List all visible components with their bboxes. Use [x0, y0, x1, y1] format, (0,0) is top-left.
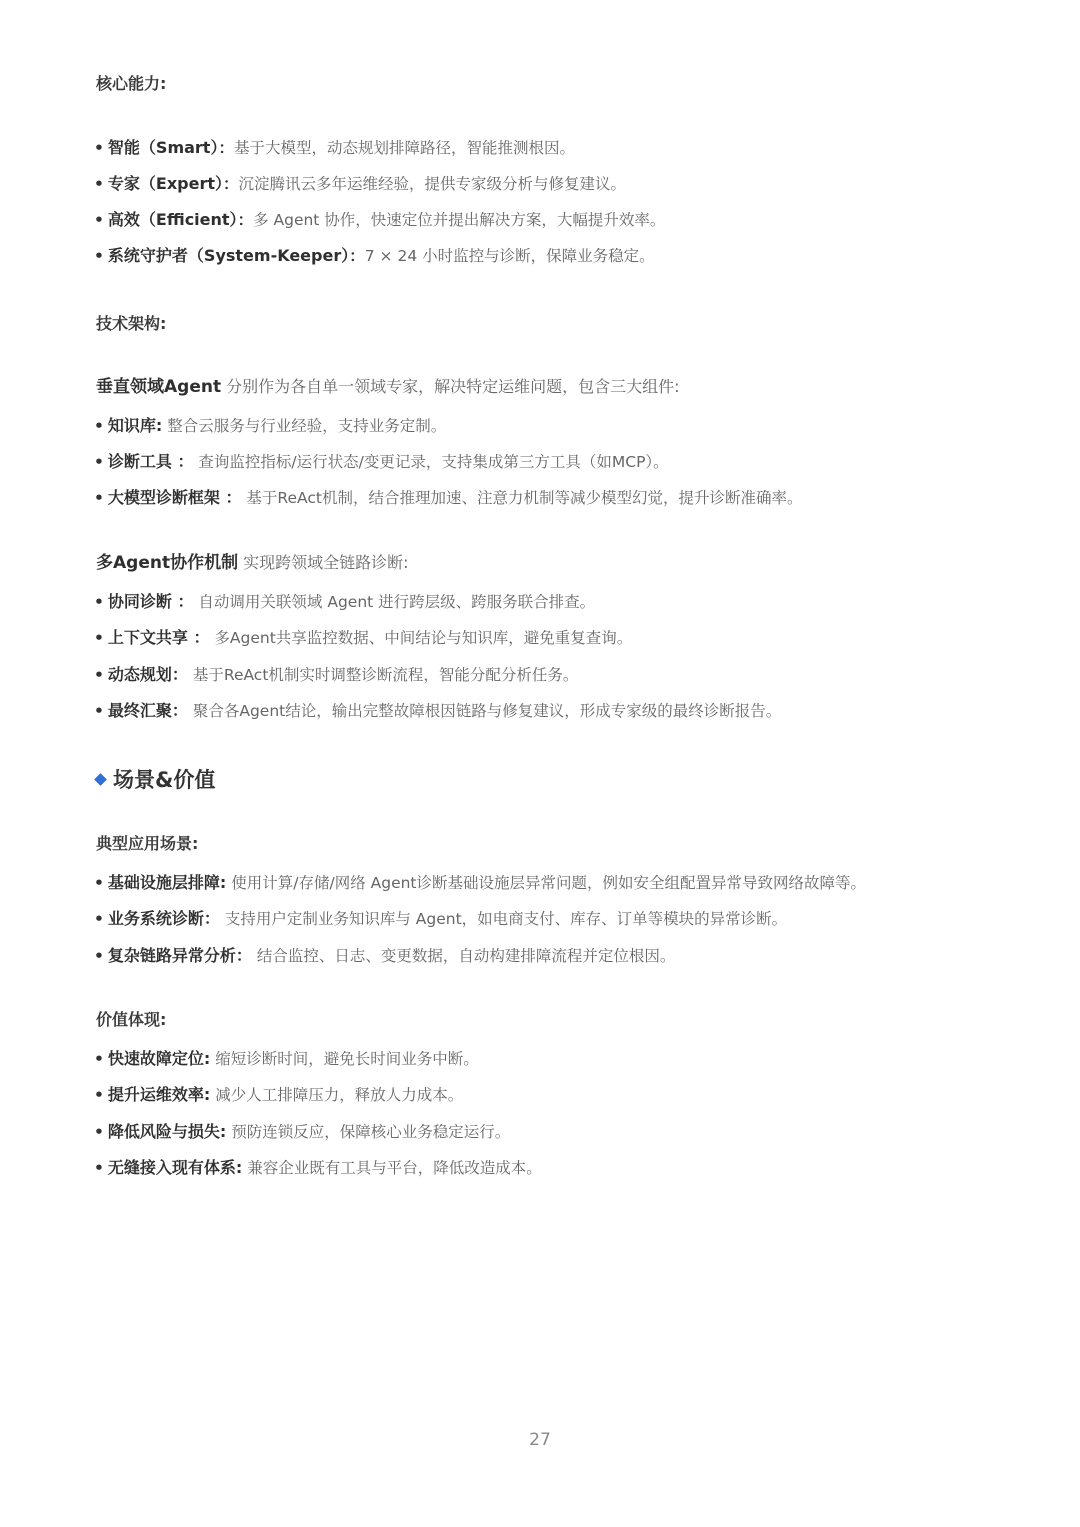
multi-item-text: 基于ReAct机制实时调整诊断流程，智能分配分析任务。 [187, 666, 579, 684]
value-item-fast-location [94, 1047, 1054, 1071]
value-item-ops-efficiency [94, 1083, 1054, 1107]
multi-agent-label: 多Agent协作机制 [96, 553, 239, 573]
scenario-item-text: 支持用户定制业务知识库与 Agent，如电商支付、库存、订单等模块的异常诊断。 [219, 910, 788, 928]
bullet: • [94, 874, 104, 892]
core-item-expert [94, 172, 1054, 196]
typical-scenarios-title: 典型应用场景: [96, 834, 199, 853]
scenario-item-infrastructure [94, 871, 1054, 895]
multi-agent-text: 实现跨领域全链路诊断: [238, 553, 409, 572]
arch-item-label: 诊断工具 ： [107, 452, 194, 471]
scene-value-heading-text: 场景&价值 [113, 768, 216, 792]
value-title: 价值体现: [96, 1010, 167, 1029]
scenario-item-label: 业务系统诊断： [107, 909, 220, 928]
arch-item-llm-framework [94, 486, 1054, 510]
core-capabilities-title: 核心能力: [96, 74, 167, 93]
value-item-text: 兼容企业既有工具与平台，降低改造成本。 [242, 1159, 542, 1177]
vertical-agent-text: 分别作为各自单一领域专家，解决特定运维问题，包含三大组件: [221, 377, 680, 396]
multi-item-text: 聚合各Agent结论，输出完整故障根因链路与修复建议，形成专家级的最终诊断报告。 [187, 702, 782, 720]
bullet: • [94, 247, 104, 265]
multi-agent-intro [96, 551, 409, 575]
value-item-label: 提升运维效率: [107, 1085, 211, 1104]
value-item-text: 缩短诊断时间，避免长时间业务中断。 [210, 1050, 479, 1068]
diamond-bullet-icon [94, 773, 107, 786]
core-item-label: 智能（Smart） [107, 138, 219, 157]
separator: ： [237, 211, 254, 229]
core-item-text: 多 Agent 协作，快速定位并提出解决方案，大幅提升效率。 [253, 211, 666, 229]
scenario-item-business-system [94, 907, 1054, 931]
value-item-label: 快速故障定位: [107, 1049, 211, 1068]
core-item-label: 高效（Efficient） [107, 210, 238, 229]
separator: ： [349, 247, 365, 265]
bullet: • [94, 702, 104, 720]
bullet: • [94, 593, 104, 611]
core-item-label: 专家（Expert） [107, 174, 224, 193]
bullet: • [94, 629, 104, 647]
multi-item-context-sharing [94, 626, 1054, 650]
bullet: • [94, 1123, 104, 1141]
value-item-seamless-integration [94, 1156, 1054, 1180]
bullet: • [94, 666, 104, 684]
multi-item-label: 协同诊断 ： [107, 592, 194, 611]
scenario-item-label: 基础设施层排障: [107, 873, 227, 892]
bullet: • [94, 417, 104, 435]
value-item-reduce-risk [94, 1120, 1054, 1144]
bullet: • [94, 1050, 104, 1068]
bullet: • [94, 489, 104, 507]
bullet: • [94, 1086, 104, 1104]
scenario-item-text: 使用计算/存储/网络 Agent诊断基础设施层异常问题，例如安全组配置异常导致网络故障等。 [226, 874, 867, 892]
tech-architecture-title: 技术架构: [96, 314, 167, 333]
separator: ： [218, 139, 234, 157]
arch-item-text: 查询监控指标/运行状态/变更记录，支持集成第三方工具（如MCP）。 [193, 453, 669, 471]
core-item-text: 沉淀腾讯云多年运维经验，提供专家级分析与修复建议。 [238, 175, 627, 193]
multi-item-dynamic-planning [94, 663, 1054, 687]
bullet: • [94, 453, 104, 471]
value-item-label: 降低风险与损失: [107, 1122, 227, 1141]
separator: ： [223, 175, 239, 193]
scenario-item-text: 结合监控、日志、变更数据，自动构建排障流程并定位根因。 [251, 947, 676, 965]
arch-item-diagnostic-tools [94, 450, 1054, 474]
value-item-label: 无缝接入现有体系: [107, 1158, 243, 1177]
scenario-item-complex-chain [94, 944, 1054, 968]
core-item-text: 基于大模型，动态规划排障路径，智能推测根因。 [233, 139, 575, 157]
core-item-smart [94, 136, 1054, 160]
arch-item-label: 大模型诊断框架 ： [107, 488, 242, 507]
arch-item-knowledge-base [94, 414, 1054, 438]
multi-item-label: 动态规划： [107, 665, 188, 684]
bullet: • [94, 175, 104, 193]
page-number: 27 [529, 1430, 551, 1450]
vertical-agent-intro [96, 375, 680, 399]
core-item-label: 系统守护者（System-Keeper） [107, 246, 350, 265]
core-item-efficient [94, 208, 1054, 232]
multi-item-text: 自动调用关联领域 Agent 进行跨层级、跨服务联合排查。 [193, 593, 596, 611]
bullet: • [94, 211, 104, 229]
multi-item-label: 最终汇聚： [107, 701, 188, 720]
bullet: • [94, 139, 104, 157]
multi-item-final-aggregation [94, 699, 1054, 723]
bullet: • [94, 910, 104, 928]
core-item-system-keeper [94, 244, 1054, 268]
bullet: • [94, 1159, 104, 1177]
arch-item-text: 基于ReAct机制，结合推理加速、注意力机制等减少模型幻觉，提升诊断准确率。 [241, 489, 803, 507]
arch-item-label: 知识库: [107, 416, 163, 435]
bullet: • [94, 947, 104, 965]
multi-item-label: 上下文共享 ： [107, 628, 210, 647]
multi-item-text: 多Agent共享监控数据、中间结论与知识库，避免重复查询。 [209, 629, 633, 647]
value-item-text: 预防连锁反应，保障核心业务稳定运行。 [226, 1123, 511, 1141]
vertical-agent-label: 垂直领域Agent [96, 377, 222, 397]
arch-item-text: 整合云服务与行业经验，支持业务定制。 [162, 417, 447, 435]
core-item-text: 7 × 24 小时监控与诊断，保障业务稳定。 [364, 247, 655, 265]
multi-item-collaborative [94, 590, 1054, 614]
value-item-text: 减少人工排障压力，释放人力成本。 [210, 1086, 464, 1104]
scene-value-heading [96, 765, 215, 795]
scenario-item-label: 复杂链路异常分析： [107, 946, 252, 965]
